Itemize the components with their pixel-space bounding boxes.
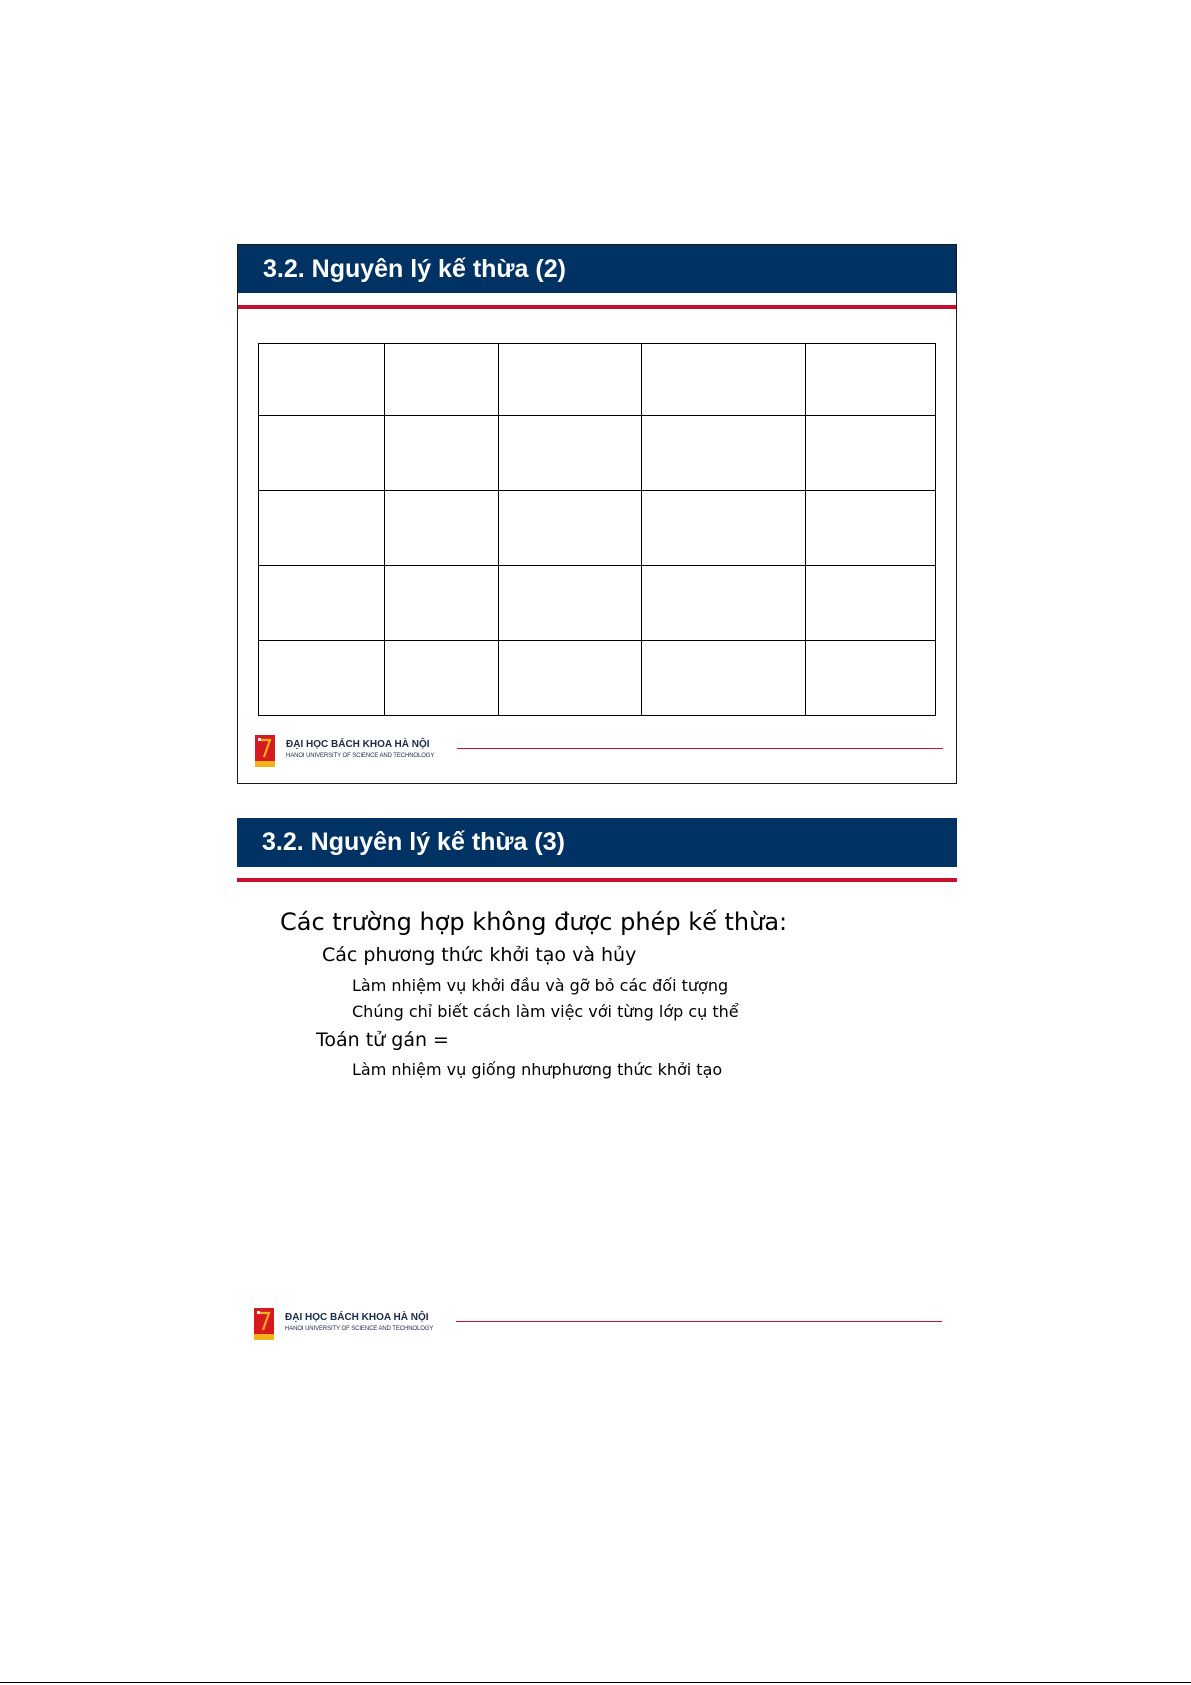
- table-cell: [499, 416, 642, 491]
- slide-footer: [254, 1308, 944, 1342]
- table-cell: [806, 344, 936, 416]
- table-cell: [499, 566, 642, 641]
- table-cell: [806, 416, 936, 491]
- title-underline: [238, 305, 956, 309]
- bullet-heading: Các trường hợp không được phép kế thừa:: [280, 908, 788, 936]
- slide-title: 3.2. Nguyên lý kế thừa (3): [262, 828, 565, 856]
- university-name: ĐẠI HỌC BÁCH KHOA HÀ NỘI: [285, 1312, 429, 1323]
- university-name-en: HANOI UNIVERSITY OF SCIENCE AND TECHNOLOGY: [285, 1326, 434, 1332]
- empty-table: [258, 343, 936, 716]
- slide-3: [237, 818, 957, 1358]
- table-cell: [259, 566, 385, 641]
- table-cell: [499, 491, 642, 566]
- table-cell: [806, 491, 936, 566]
- university-name: ĐẠI HỌC BÁCH KHOA HÀ NỘI: [286, 739, 430, 750]
- footer-divider: [457, 748, 943, 749]
- table-cell: [499, 641, 642, 716]
- table-cell: [642, 344, 806, 416]
- university-logo-icon: [254, 1308, 274, 1340]
- slide-title-bar: [237, 818, 957, 867]
- table-cell: [642, 566, 806, 641]
- table-cell: [499, 344, 642, 416]
- table-row: [259, 566, 936, 641]
- bullet-level3: Làm nhiệm vụ khởi đầu và gỡ bỏ các đối tượng: [352, 976, 729, 995]
- table-cell: [385, 641, 499, 716]
- table-row: [259, 491, 936, 566]
- table-cell: [259, 416, 385, 491]
- slide-2: [237, 244, 957, 784]
- university-name-en: HANOI UNIVERSITY OF SCIENCE AND TECHNOLOGY: [286, 753, 435, 759]
- bullet-level3: Làm nhiệm vụ giống nhưphương thức khởi tạo: [352, 1060, 723, 1079]
- bullet-level2: Toán tử gán =: [316, 1029, 449, 1051]
- table-cell: [642, 641, 806, 716]
- table-cell: [385, 344, 499, 416]
- table-cell: [642, 416, 806, 491]
- slide-title-bar: [238, 245, 956, 293]
- university-logo-icon: [255, 735, 275, 767]
- table-cell: [259, 344, 385, 416]
- bullet-level3: Chúng chỉ biết cách làm việc với từng lớp cụ thể: [352, 1002, 739, 1021]
- bullet-level2: Các phương thức khởi tạo và hủy: [322, 944, 637, 966]
- table-cell: [259, 641, 385, 716]
- table-cell: [806, 641, 936, 716]
- slide-title: 3.2. Nguyên lý kế thừa (2): [263, 255, 566, 283]
- table-cell: [385, 491, 499, 566]
- slide-footer: [255, 735, 945, 769]
- table-row: [259, 344, 936, 416]
- table-cell: [385, 416, 499, 491]
- table-row: [259, 641, 936, 716]
- table-cell: [642, 491, 806, 566]
- footer-divider: [456, 1321, 942, 1322]
- table-cell: [385, 566, 499, 641]
- title-underline: [237, 878, 957, 882]
- page-bottom-rule: [0, 1682, 1191, 1683]
- table-row: [259, 416, 936, 491]
- table-cell: [806, 566, 936, 641]
- table-cell: [259, 491, 385, 566]
